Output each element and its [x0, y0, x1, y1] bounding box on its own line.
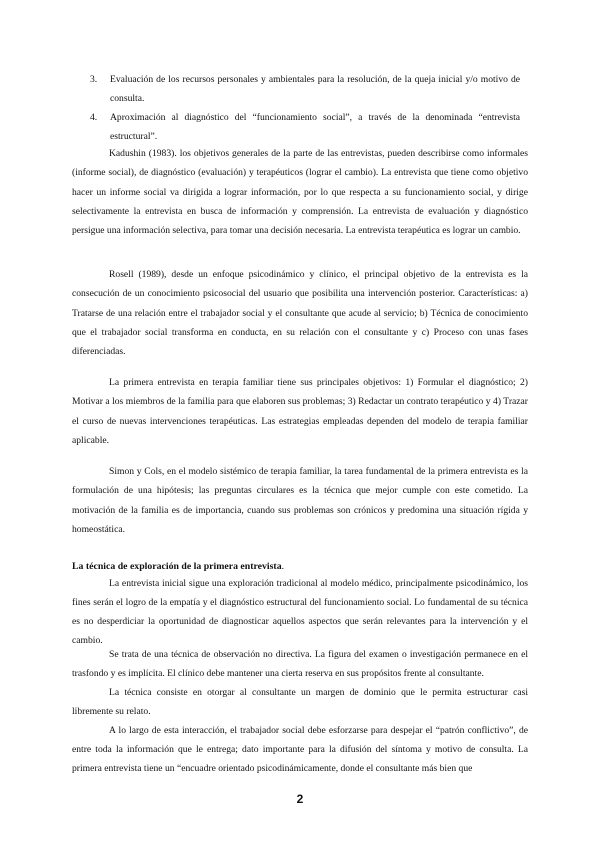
section-heading-text: La técnica de exploración de la primera entrevista [72, 561, 282, 572]
list-item [90, 70, 520, 108]
list-number: 3. [90, 74, 98, 85]
list-text: Aproximación al diagnóstico del “funcionamiento social”, a través de la denominada “entrevista estructural”. [110, 112, 520, 142]
paragraph-tecnica-3: La técnica consiste en otorgar al consultante un margen de dominio que le permita estructurar casi libremente su relato. [72, 687, 528, 717]
paragraph-tecnica-2: Se trata de una técnica de observación no directiva. La figura del examen o investigación permanece en el trasfondo y es implícita. El clínico debe mantener una cierta reserva en sus propósitos frente al consultante. [72, 649, 528, 679]
paragraph-tecnica-1: La entrevista inicial sigue una exploración tradicional al modelo médico, principalmente psicodinámico, los fines serán el logro de la empatía y el diagnóstico estructural del funcionamiento social. Lo fundamental de su técnica es no desperdiciar la oportunidad de diagnosticar aquellos aspectos que serán relevantes para la intervención y el cambio. [72, 578, 528, 646]
page-number: 2 [296, 792, 304, 806]
paragraph-rosell: Rosell (1989), desde un enfoque psicodinámico y clínico, el principal objetivo de la entrevista es la consecución de un conocimiento psicosocial del usuario que posibilita una intervención posterior. Características: a) Tratarse de una relación entre el trabajador social y el consultante que acude al servicio; b) Técnica de conocimiento que el trabajador social transforma en conducta, en su relación con el consultante y c) Proceso con unas fases diferenciadas. [72, 269, 528, 358]
paragraph-simon: Simon y Cols, en el modelo sistémico de terapia familiar, la tarea fundamental de la primera entrevista es la formulación de una hipótesis; las preguntas circulares es la técnica que mejor cumple con este cometido. La motivación de la familia es de importancia, cuando sus problemas son crónicos y predomina una situación rígida y homeostática. [72, 466, 528, 535]
list-text: Evaluación de los recursos personales y ambientales para la resolución, de la queja inicial y/o motivo de consulta. [110, 74, 520, 104]
paragraph-kadushin: Kadushin (1983). los objetivos generales de la parte de las entrevistas, pueden describirse como informales (informe social), de diagnóstico (evaluación) y terapéuticos (lograr el cambio). La entrevista que tiene como objetivo hacer un informe social va dirigida a lograr información, por lo que respecta a su funcionamiento social, y dirige selectivamente la entrevista en busca de información y comprensión. La entrevista de evaluación y diagnóstico persigue una información selectiva, para tomar una decisión necesaria. La entrevista terapéutica es lograr un cambio. [72, 148, 528, 237]
section-heading-suffix: . [281, 561, 285, 572]
paragraph-terapia-familiar: La primera entrevista en terapia familiar tiene sus principales objetivos: 1) Formular el diagnóstico; 2) Motivar a los miembros de la familia para que elaboren sus problemas; 3) Redactar un contrato terapéutico y 4) Trazar el curso de nuevas intervenciones terapéuticas. Las estrategias empleadas dependen del modelo de terapia familiar aplicable. [72, 377, 528, 446]
numbered-list [90, 70, 520, 146]
list-number: 4. [90, 112, 98, 123]
paragraph-tecnica-4: A lo largo de esta interacción, el trabajador social debe esforzarse para despejar el “patrón conflictivo”, de entre toda la información que le entrega; dato importante para la difusión del síntoma y motivo de consulta. La primera entrevista tiene un “encuadre orientado psicodinámicamente, donde el consultante más bien que [72, 725, 528, 774]
list-item [90, 108, 520, 146]
